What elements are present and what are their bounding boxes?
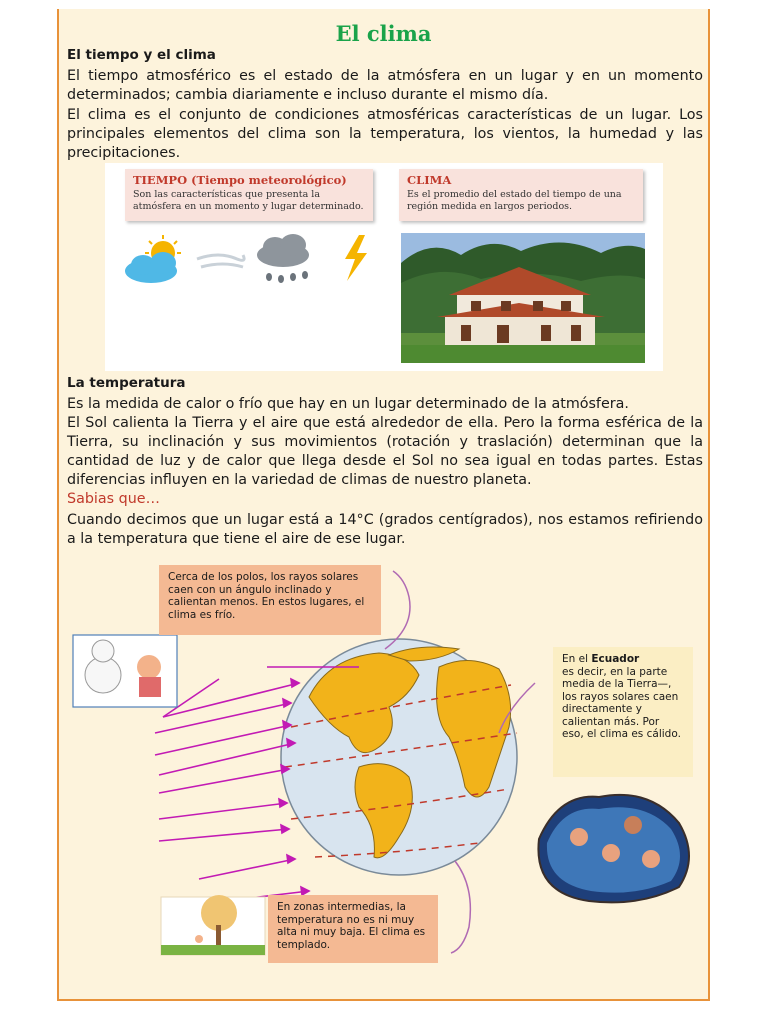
paragraph-temperatura: Es la medida de calor o frío que hay en un lugar determinado de la atmósfera.: [67, 396, 629, 412]
box-intermedias: En zonas intermedias, la temperatura no es ni muy alta ni muy baja. El clima es templado.: [268, 895, 438, 963]
weather-icons: [119, 231, 379, 291]
globe-icon: [281, 639, 517, 875]
sabias-que-heading: Sabias que…: [67, 491, 160, 507]
tiempo-card-title: TIEMPO (Tiempo meteorológico): [133, 173, 347, 187]
box-polos: Cerca de los polos, los rayos solares caen con un ángulo inclinado y calientan menos. En estos lugares, el clima es frío.: [159, 565, 381, 635]
section-heading-temperatura: La temperatura: [67, 375, 186, 391]
arrow-polos: [385, 571, 410, 649]
clima-card: [399, 169, 643, 221]
sun-cloud-icon: [125, 235, 181, 283]
box-ecuador: [553, 647, 693, 777]
swimming-picture: [538, 795, 689, 903]
autumn-picture: [161, 895, 265, 955]
rain-cloud-icon: [257, 234, 309, 283]
section-heading-tiempo: El tiempo y el clima: [67, 47, 216, 63]
tiempo-card: [125, 169, 373, 221]
page-title: El clima: [335, 21, 432, 46]
ecuador-pre: En el: [562, 653, 592, 665]
ecuador-rest: es decir, en la parte media de la Tierra—, los rayos solares caen directamente y calientan más. Por eso, el clima es cálido.: [562, 665, 681, 740]
ecuador-bold: Ecuador: [591, 653, 640, 665]
paragraph-sol: El Sol calienta la Tierra y el aire que está alrededor de ella. Pero la forma esférica de la Tierra, su inclinación y sus movimientos (rotación y traslación) determinan que la cantidad de luz y de calor que llega desde el Sol no sea igual en todas partes. Estas diferencias influyen en la variedad de climas de nuestro planeta.: [67, 415, 703, 488]
clima-card-desc: Es el promedio del estado del tiempo de una región medida en largos periodos.: [407, 189, 622, 212]
lightning-icon: [345, 235, 367, 281]
paragraph-clima: El clima es el conjunto de condiciones atmosféricas características de un lugar. Los principales elementos del clima son la temperatura, los vientos, la humedad y las precipitaciones.: [67, 107, 703, 161]
snowman-picture: [73, 635, 177, 707]
paragraph-tiempo: El tiempo atmosférico es el estado de la atmósfera en un lugar y en un momento determinados; cambia diariamente e incluso durante el mismo día.: [67, 68, 703, 103]
paragraph-14c: Cuando decimos que un lugar está a 14°C (grados centígrados), nos estamos refiriendo a la temperatura que tiene el aire de ese lugar.: [67, 512, 703, 547]
house-photo: [401, 233, 645, 363]
page: [57, 9, 710, 1001]
tiempo-clima-figure: [105, 163, 663, 371]
wind-icon: [197, 255, 244, 267]
tiempo-card-desc: Son las características que presenta la atmósfera en un momento y lugar determinado.: [133, 189, 364, 212]
arrow-intermedias: [451, 861, 470, 953]
clima-card-title: CLIMA: [407, 173, 452, 187]
